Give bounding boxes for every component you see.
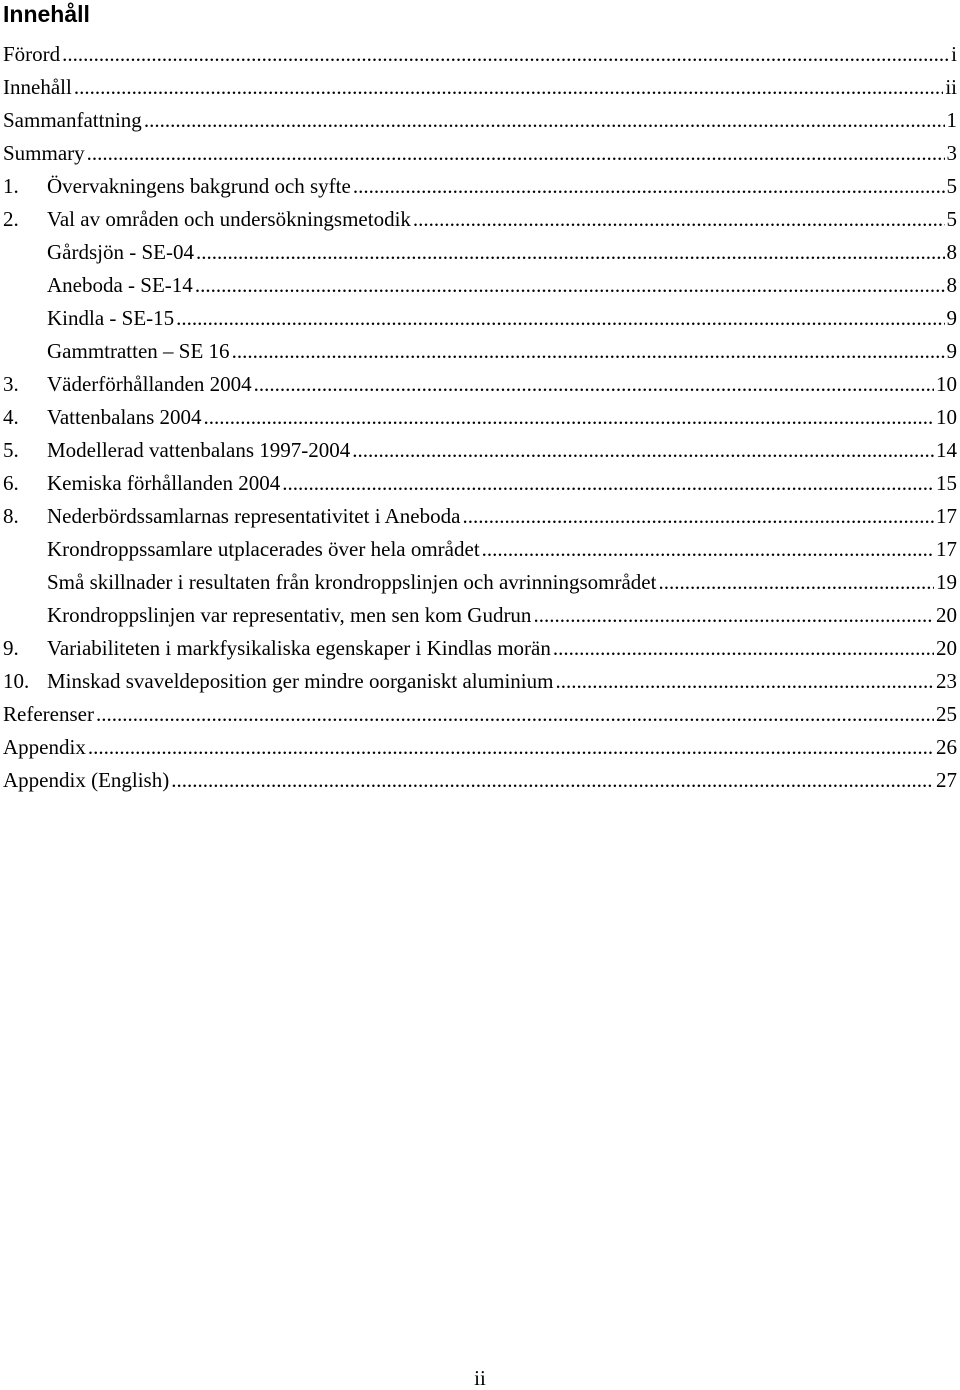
toc-entry-page: 27 bbox=[936, 768, 957, 792]
toc-entry[interactable] bbox=[3, 764, 957, 797]
toc-entry-title: Minskad svaveldeposition ger mindre oorganiskt aluminium bbox=[47, 669, 554, 693]
toc-entry-title: Nederbördssamlarnas representativitet i Aneboda bbox=[47, 504, 461, 528]
toc-entry-title: Modellerad vattenbalans 1997-2004 bbox=[47, 438, 351, 462]
toc-entry[interactable] bbox=[3, 104, 957, 137]
toc-entry-page: ii bbox=[945, 75, 957, 99]
toc-entry-title: Vattenbalans 2004 bbox=[47, 405, 202, 429]
toc-entry-page: 20 bbox=[936, 603, 957, 627]
toc-dot-leader bbox=[88, 731, 934, 764]
toc-dot-leader bbox=[553, 632, 934, 665]
toc-entry[interactable] bbox=[3, 599, 957, 632]
toc-entry-page: 14 bbox=[936, 438, 957, 462]
toc-entry[interactable] bbox=[3, 467, 957, 500]
toc-entry-number: 2. bbox=[3, 207, 19, 231]
toc-dot-leader bbox=[353, 170, 945, 203]
toc-entry-title: Gammtratten – SE 16 bbox=[47, 339, 230, 363]
toc-dot-leader bbox=[74, 71, 944, 104]
toc-entry-page: 9 bbox=[946, 339, 957, 363]
toc-entry-title: Appendix (English) bbox=[3, 768, 170, 792]
toc-dot-leader bbox=[254, 368, 934, 401]
toc-entry[interactable] bbox=[3, 203, 957, 236]
toc-entry[interactable] bbox=[3, 566, 957, 599]
toc-entry-title: Övervakningens bakgrund och syfte bbox=[47, 174, 351, 198]
toc-dot-leader bbox=[62, 38, 949, 71]
toc-dot-leader bbox=[533, 599, 934, 632]
toc-entry-number: 8. bbox=[3, 504, 19, 528]
toc-entry-title: Summary bbox=[3, 141, 85, 165]
toc-entry-title: Variabiliteten i markfysikaliska egenskaper i Kindlas morän bbox=[47, 636, 551, 660]
toc-dot-leader bbox=[462, 500, 934, 533]
toc-entry-number: 1. bbox=[3, 174, 19, 198]
toc-entry[interactable] bbox=[3, 698, 957, 731]
toc-entry[interactable] bbox=[3, 170, 957, 203]
toc-entry-title: Kindla - SE-15 bbox=[47, 306, 175, 330]
toc-entry-title: Krondroppssamlare utplacerades över hela området bbox=[47, 537, 480, 561]
table-of-contents bbox=[3, 38, 957, 797]
toc-entry[interactable] bbox=[3, 665, 957, 698]
toc-entry-page: i bbox=[951, 42, 957, 66]
toc-entry-page: 5 bbox=[946, 174, 957, 198]
toc-entry-title: Innehåll bbox=[3, 75, 72, 99]
toc-entry-page: 26 bbox=[936, 735, 957, 759]
toc-entry-title: Val av områden och undersökningsmetodik bbox=[47, 207, 411, 231]
toc-dot-leader bbox=[352, 434, 934, 467]
toc-entry-number: 10. bbox=[3, 669, 30, 693]
toc-entry-number: 5. bbox=[3, 438, 19, 462]
toc-entry-page: 17 bbox=[936, 504, 957, 528]
toc-entry-number: 4. bbox=[3, 405, 19, 429]
toc-entry-title: Förord bbox=[3, 42, 61, 66]
toc-dot-leader bbox=[282, 467, 934, 500]
toc-entry[interactable] bbox=[3, 71, 957, 104]
toc-entry-title: Aneboda - SE-14 bbox=[47, 273, 193, 297]
toc-entry-title: Sammanfattning bbox=[3, 108, 142, 132]
toc-dot-leader bbox=[413, 203, 945, 236]
toc-dot-leader bbox=[195, 269, 945, 302]
toc-entry-page: 15 bbox=[936, 471, 957, 495]
toc-dot-leader bbox=[232, 335, 945, 368]
toc-entry-number: 3. bbox=[3, 372, 19, 396]
toc-dot-leader bbox=[204, 401, 934, 434]
toc-entry[interactable] bbox=[3, 632, 957, 665]
toc-entry-title: Gårdsjön - SE-04 bbox=[47, 240, 194, 264]
toc-entry[interactable] bbox=[3, 269, 957, 302]
toc-entry[interactable] bbox=[3, 38, 957, 71]
toc-entry-page: 1 bbox=[946, 108, 957, 132]
toc-entry-page: 3 bbox=[946, 141, 957, 165]
toc-entry[interactable] bbox=[3, 302, 957, 335]
toc-entry-page: 9 bbox=[946, 306, 957, 330]
toc-entry-page: 25 bbox=[936, 702, 957, 726]
toc-entry-number: 6. bbox=[3, 471, 19, 495]
toc-entry[interactable] bbox=[3, 731, 957, 764]
toc-entry[interactable] bbox=[3, 500, 957, 533]
toc-entry-page: 8 bbox=[946, 273, 957, 297]
toc-dot-leader bbox=[87, 137, 945, 170]
toc-entry-title: Referenser bbox=[3, 702, 94, 726]
toc-entry[interactable] bbox=[3, 137, 957, 170]
toc-dot-leader bbox=[176, 302, 944, 335]
toc-entry-title: Väderförhållanden 2004 bbox=[47, 372, 252, 396]
toc-entry-page: 23 bbox=[936, 669, 957, 693]
toc-entry-number: 9. bbox=[3, 636, 19, 660]
toc-entry[interactable] bbox=[3, 533, 957, 566]
toc-entry-page: 20 bbox=[936, 636, 957, 660]
toc-entry-page: 5 bbox=[946, 207, 957, 231]
toc-entry[interactable] bbox=[3, 236, 957, 269]
toc-dot-leader bbox=[171, 764, 934, 797]
page-title: Innehåll bbox=[3, 1, 90, 27]
toc-entry-page: 10 bbox=[936, 372, 957, 396]
page-number: ii bbox=[474, 1366, 486, 1390]
toc-entry-page: 19 bbox=[936, 570, 957, 594]
toc-entry-title: Krondroppslinjen var representativ, men sen kom Gudrun bbox=[47, 603, 532, 627]
toc-dot-leader bbox=[482, 533, 934, 566]
toc-entry[interactable] bbox=[3, 401, 957, 434]
toc-entry-title: Appendix bbox=[3, 735, 86, 759]
toc-dot-leader bbox=[196, 236, 945, 269]
toc-entry[interactable] bbox=[3, 434, 957, 467]
toc-entry-page: 17 bbox=[936, 537, 957, 561]
toc-entry[interactable] bbox=[3, 335, 957, 368]
toc-entry-page: 8 bbox=[946, 240, 957, 264]
toc-dot-leader bbox=[658, 566, 934, 599]
toc-dot-leader bbox=[96, 698, 934, 731]
toc-entry-title: Kemiska förhållanden 2004 bbox=[47, 471, 281, 495]
toc-entry-page: 10 bbox=[936, 405, 957, 429]
toc-entry-title: Små skillnader i resultaten från krondroppslinjen och avrinningsområdet bbox=[47, 570, 657, 594]
toc-dot-leader bbox=[144, 104, 945, 137]
toc-dot-leader bbox=[555, 665, 934, 698]
toc-entry[interactable] bbox=[3, 368, 957, 401]
